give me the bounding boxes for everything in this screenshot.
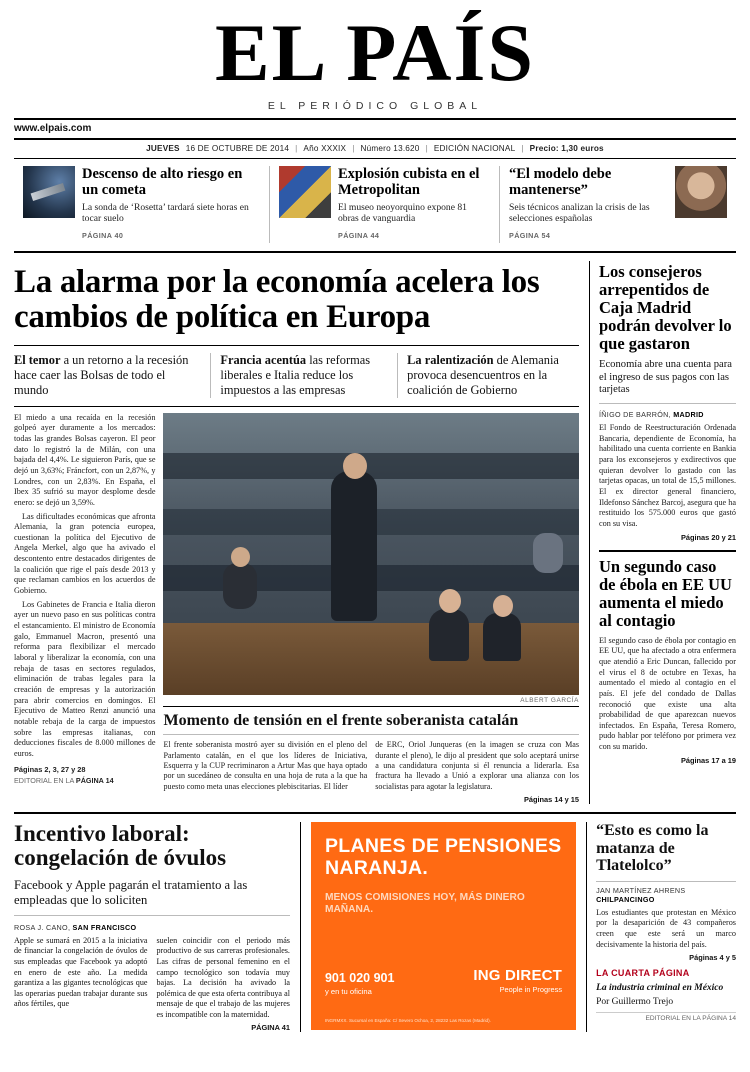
teaser-body: Seis técnicos analizan la crisis de las selecciones españolas: [509, 201, 650, 225]
lead-text-column: [14, 413, 163, 804]
lead-subhead-rest: las reformas liberales e Italia reduce los impuestos a las empresas: [220, 352, 371, 397]
lead-subhead-rest: de Alemania provoca desencuentros en la coalición de Gobierno: [407, 352, 559, 397]
ad-brand-lockup: [473, 967, 562, 994]
byline-place: CHILPANCINGO: [596, 894, 655, 904]
sidebar-story2-headline: Un segundo caso de ébola en EE UU aumenta el miedo al contagio: [599, 556, 732, 630]
sidebar-story1-body: El Fondo de Reestructuración Ordenada Bancaria, dependiente de Economía, ha habilitado una cuenta corriente en Bankia para los exconsejeros y exdirectivos que quieran devolver lo gastado con las tarjetas opacas, un total de 15,5 millones. El ex director general financiero, Ildefonso Sánchez Barcoj, asegura que ha restituido los 575.000 euros que gastó con su visa.: [599, 423, 736, 528]
teaser-item[interactable]: [269, 166, 499, 243]
sidebar-divider: [599, 550, 736, 552]
ad-legal-text: INGRMXX. Sucursal en España: C/ Severo Ochoa, 2, 28232 Las Rozas (Madrid).: [324, 1018, 491, 1024]
lead-subhead: [14, 353, 210, 398]
ad-phone-digits: 901 020 901: [324, 971, 395, 985]
editorial-page: PÁGINA 14: [75, 775, 114, 785]
cuarta-pagina-label: LA CUARTA PÁGINA: [596, 968, 690, 979]
dateline-sep-4: |: [521, 143, 524, 153]
teaser-body: El museo neoyorquino expone 81 obras de vanguardia: [338, 201, 467, 225]
dateline-number: Número 13.620: [360, 143, 420, 153]
lead-paragraph: Los Gabinetes de Francia e Italia dieron ayer un nuevo paso en sus políticas contra el estancamiento. El ministro de Economía galo, Emmanuel Macron, presentó una reforma para flexibilizar el mercado laboral y liberalizar la economía, con una rebaja de tasas en sectores regulados, eliminación de trabas legales para la creación de empresas y la autorización para abrir comercios en domingos. El Ejecutivo de Matteo Renzi anunció una notable rebaja de la carga de impuestos sobre las empresas italianas, con deducciones fiscales de 8.000 millones de euros.: [14, 599, 156, 758]
masthead-subtitle: EL PERIÓDICO GLOBAL: [267, 99, 483, 112]
teaser-page-reference: PÁGINA 44: [338, 231, 380, 241]
lead-subhead: [397, 353, 579, 398]
website-url[interactable]: www.elpais.com: [14, 122, 92, 134]
dateline-sep-3: |: [425, 143, 428, 153]
lead-body-wrap: [14, 406, 579, 804]
lead-subhead-bold: La ralentización: [407, 352, 494, 367]
bottom-left-pages: PÁGINA 41: [251, 1023, 290, 1033]
teaser-item[interactable]: [499, 166, 736, 243]
dateline-date: 16 DE OCTUBRE DE 2014: [185, 143, 290, 153]
lead-subhead-bold: El temor: [14, 352, 61, 367]
website-url-row: [14, 120, 736, 138]
lead-paragraph: Las dificultades económicas que afronta Alemania, la gran potencia europea, cuestionan la política del Ejecutivo de Angela Merkel, algo que ha avivado el descontento entre destacados dirigentes de la coalición que rige el país desde 2013 y que reclaman cambios en los acuerdos de Gobierno.: [14, 511, 156, 596]
bottom-right-rule: [596, 881, 736, 882]
bottom-right-byline: [596, 886, 736, 904]
bottom-left-subhead: Facebook y Apple pagarán el tratamiento a las empleadas que lo soliciten: [14, 878, 290, 916]
lead-pages-reference: Páginas 2, 3, 27 y 28: [14, 764, 86, 774]
lead-story-column: [14, 261, 589, 804]
masthead-title: EL PAÍS: [214, 7, 536, 98]
bottom-left-text: suelen coincidir con el periodo más productivo de sus carreras profesionales. Las cifras de personal femenino en el campo tecnológico son todavía muy bajas. La decisión ha avivado la polémica de que esta oferta contribuya al mensaje de que el trabajo de las mujeres es incompatible con la maternidad.: [156, 935, 290, 1019]
teaser-page-reference: PÁGINA 54: [509, 231, 551, 241]
ad-tagline: People in Progress: [499, 985, 563, 994]
photo-pages-reference: Páginas 14 y 15: [523, 795, 579, 804]
teaser-headline: Descenso de alto riesgo en un cometa: [82, 165, 243, 199]
sidebar-story1-subhead: Economía abre una cuenta para el ingreso de sus pagos con las tarjetas: [599, 359, 736, 404]
comet-probe-thumbnail-icon: [23, 166, 75, 218]
cubist-painting-thumbnail-icon: [279, 166, 331, 218]
sidebar-story1-headline: Los consejeros arrepentidos de Caja Madrid podrán devolver lo que gastaron: [599, 262, 732, 353]
cuarta-pagina-title: [596, 981, 736, 1007]
dateline-year: Año XXXIX: [303, 143, 347, 153]
ad-brand-ing: ING: [473, 967, 501, 984]
bottom-right-pages: Páginas 4 y 5: [689, 953, 736, 963]
teaser-page-reference: PÁGINA 40: [82, 231, 124, 241]
ad-brand-name: [473, 967, 562, 984]
ad-subline: MENOS COMISIONES HOY, MÁS DINERO MAÑANA.: [324, 891, 525, 915]
byline-author: ÍÑIGO DE BARRÓN: [599, 410, 669, 420]
bottom-right-body: Los estudiantes que protestan en México por la desaparición de 43 compañeros creen que este será un marco decisivamente la historia del país.: [596, 907, 736, 949]
sidebar-story2-pages: Páginas 17 a 19: [680, 755, 736, 765]
dateline-sep-2: |: [352, 143, 355, 153]
dateline-day: JUEVES: [146, 143, 180, 153]
byline-place: MADRID: [673, 410, 704, 420]
right-sidebar-column: [589, 261, 736, 804]
byline-place: SAN FRANCISCO: [72, 922, 137, 932]
byline-author: ROSA J. CANO: [14, 922, 68, 932]
lead-subhead-rest: a un retorno a la recesión hace caer las Bolsas de todo el mundo: [14, 352, 189, 397]
bottom-right-headline: “Esto es como la matanza de Tlatelolco”: [596, 822, 709, 875]
lead-paragraph: El miedo a una recaída en la recesión golpeó ayer duramente a los mercados: todas las grandes Bolsas cayeron. El peor dato lo registró la de Milán, con una bajada del 4,4%. Le siguieron París, que se dejó un 3,63%; Fráncfort, con un 2,87%, y Londres, con un 2,83%. En España, el Ibex 35 sufrió su mayor desplome desde enero: se dejó un 3,59%.: [14, 412, 156, 507]
lead-photo-column: [163, 413, 579, 804]
lead-subhead-bold: Francia acentúa: [220, 352, 307, 367]
ing-direct-advertisement[interactable]: [311, 822, 576, 1030]
portrait-thumbnail-icon: [675, 166, 727, 218]
sidebar-story1-pages: Páginas 20 y 21: [680, 532, 736, 542]
bottom-left-columns: [14, 936, 290, 1020]
bottom-right-editorial-reference: EDITORIAL EN LA PÁGINA 14: [596, 1012, 736, 1022]
bottom-left-text: Apple se sumará en 2015 a la iniciativa de financiar la congelación de óvulos de sus empleadas que Facebook ya adoptó en enero de este año. La medida garantiza a las gigantes tecnológicas que las operarias puedan trabajar durante sus años fértiles, que: [14, 935, 148, 1009]
sidebar-story2-body: El segundo caso de ébola por contagio en EE UU, que ha afectado a otra enfermera que atendió a Eric Duncan, fallecido por el virus el 8 de octubre en Texas, ha aumentado el miedo al contagio en el país. El jefe del condado de Dallas reconoció que existe una alta probabilidad de que aparezcan nuevos infectados. En España, Teresa Romero, pudo hablar por teléfono por primera vez con su marido.: [599, 635, 736, 752]
cuarta-author: Por Guillermo Trejo: [596, 996, 674, 1007]
editorial-label: EDITORIAL EN LA: [14, 775, 74, 785]
bottom-left-byline: ROSA J. CANO, SAN FRANCISCO: [14, 922, 137, 932]
parliament-chamber-photo: [163, 413, 579, 695]
photo-caption-text: de ERC, Oriol Junqueras (en la imagen se cruza con Mas durante el pleno), le dijo al president que solo aceptará unirse a una candidatura conjunta si él renuncia a liderarla. Esa fractura ha llevado a Unió a explorar una alianza con los socialistas para agotar la legislatura.: [375, 740, 580, 791]
cuarta-title-text: La industria criminal en México: [596, 983, 724, 994]
ad-phone-number: [325, 971, 395, 996]
bottom-section: [14, 812, 736, 1032]
dateline-price: Precio: 1,30 euros: [529, 143, 604, 153]
lead-editorial-reference: [14, 776, 155, 785]
photo-caption-text: El frente soberanista mostró ayer su división en el pleno del Parlamento catalán, en el que los líderes de Iniciativa, Esquerra y la CUP recriminaron a Artur Mas que haya optado por un sucedáneo de consulta en una hoja de ruta a la que ha puesto como meta unas elecciones plebiscitarias. El líder: [163, 740, 368, 791]
main-content-grid: [14, 261, 736, 804]
dateline-sep-1: |: [295, 143, 298, 153]
ad-headline: PLANES DE PENSIONES NARANJA.: [324, 835, 562, 879]
top-teaser-strip: [14, 158, 736, 253]
photo-credit: ALBERT GARCÍA: [520, 696, 579, 704]
masthead: [14, 0, 736, 112]
ad-brand-direct: DIRECT: [505, 967, 563, 984]
photo-caption-headline: Momento de tensión en el frente soberanista catalán: [163, 706, 579, 730]
teaser-body: La sonda de ‘Rosetta’ tardará siete horas en tocar suelo: [82, 201, 249, 225]
byline-author: JAN MARTÍNEZ AHRENS: [596, 885, 686, 895]
lead-headline: La alarma por la economía acelera los cambios de política en Europa: [14, 264, 540, 336]
photo-caption-columns: [163, 734, 579, 792]
bottom-right-story: [586, 822, 736, 1032]
lead-subhead: [210, 353, 397, 398]
dateline: [14, 140, 736, 158]
lead-subheads: [14, 346, 579, 406]
bottom-advertisement-column: [300, 822, 586, 1032]
bottom-left-story: [14, 822, 300, 1032]
teaser-headline: “El modelo debe mantenerse”: [509, 165, 612, 199]
sidebar-story1-byline: ÍÑIGO DE BARRÓN, MADRID: [599, 410, 704, 420]
ad-phone-sublabel: y en tu oficina: [324, 987, 372, 996]
dateline-edition: EDICIÓN NACIONAL: [433, 143, 516, 153]
teaser-headline: Explosión cubista en el Metropolitan: [338, 165, 480, 199]
teaser-item[interactable]: [14, 166, 269, 243]
bottom-left-headline: Incentivo laboral: congelación de óvulos: [14, 821, 227, 871]
